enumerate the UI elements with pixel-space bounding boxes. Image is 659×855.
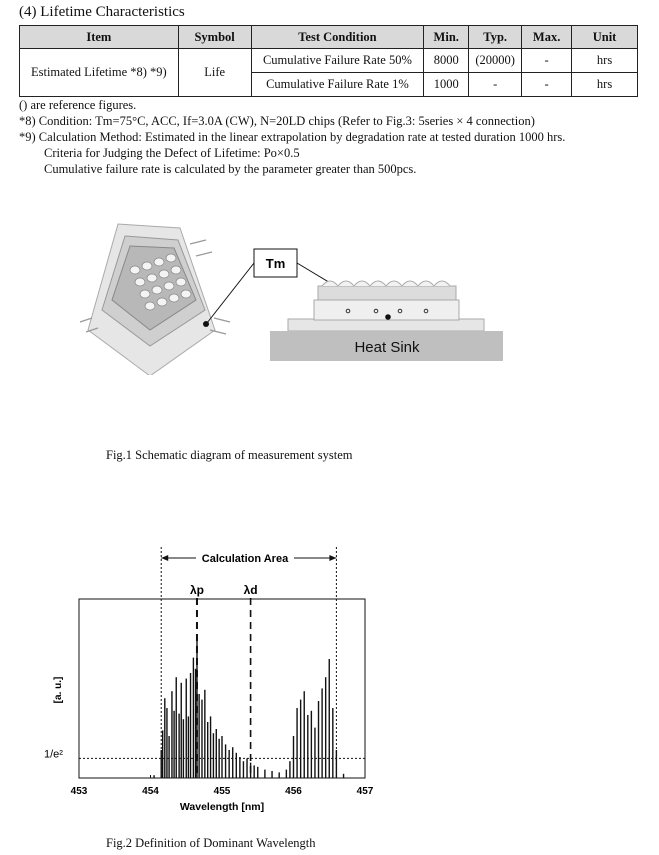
cell-unit: hrs — [572, 73, 638, 97]
header-unit: Unit — [572, 26, 638, 49]
calc-area-label: Calculation Area — [201, 553, 289, 565]
note-cumulative: Cumulative failure rate is calculated by the parameter greater than 500pcs. — [44, 162, 417, 176]
y-axis-label: [a. u.] — [53, 676, 64, 704]
cell-max: - — [522, 49, 572, 73]
tm-label: Tm — [265, 256, 286, 271]
header-symbol: Symbol — [178, 26, 251, 49]
lambda-p-label: λp — [189, 583, 204, 597]
header-min: Min. — [424, 26, 469, 49]
cell-typ: - — [469, 73, 522, 97]
x-axis-label: Wavelength [nm] — [179, 801, 265, 813]
cell-typ: (20000) — [469, 49, 522, 73]
cell-min: 8000 — [424, 49, 469, 73]
note-reference: () are reference figures. — [19, 98, 137, 112]
lifetime-table — [19, 25, 638, 97]
table-row — [20, 49, 638, 73]
header-typ: Typ. — [469, 26, 522, 49]
module-side-view — [288, 281, 484, 331]
threshold-label: 1/e² — [44, 748, 63, 761]
heat-sink-label: Heat Sink — [354, 339, 420, 356]
note-criteria: Criteria for Judging the Defect of Lifetime: Po×0.5 — [44, 146, 300, 160]
fig2-spectrum-chart — [0, 540, 659, 830]
tm-leader-left — [207, 263, 254, 323]
cell-unit: hrs — [572, 49, 638, 73]
arrow-left-icon — [161, 555, 168, 561]
x-tick-label: 456 — [285, 786, 302, 797]
fig1-diagram — [0, 215, 659, 375]
note-9: *9) Calculation Method: Estimated in the linear extrapolation by degradation rate at tested duration 1000 hrs. — [19, 130, 566, 144]
lambda-d-label: λd — [243, 583, 258, 597]
header-test-condition: Test Condition — [251, 26, 424, 49]
fig1-caption: Fig.1 Schematic diagram of measurement system — [106, 448, 353, 462]
cell-min: 1000 — [424, 73, 469, 97]
ld-module-illustration — [80, 224, 230, 375]
x-tick-label: 457 — [356, 786, 374, 797]
note-8: *8) Condition: Tm=75°C, ACC, If=3.0A (CW), N=20LD chips (Refer to Fig.3: 5series × 4 connection) — [19, 114, 535, 128]
x-tick-label: 454 — [142, 786, 159, 797]
header-item: Item — [20, 26, 179, 49]
cell-max: - — [522, 73, 572, 97]
cell-symbol: Life — [178, 49, 251, 97]
fig2-caption: Fig.2 Definition of Dominant Wavelength — [106, 836, 316, 850]
cell-item: Estimated Lifetime *8) *9) — [20, 49, 179, 97]
table-header-row — [20, 26, 638, 49]
cell-condition: Cumulative Failure Rate 1% — [251, 73, 424, 97]
arrow-right-icon — [329, 555, 336, 561]
x-tick-label: 455 — [213, 786, 231, 797]
header-max: Max. — [522, 26, 572, 49]
x-tick-label: 453 — [70, 786, 88, 797]
section-title: (4) Lifetime Characteristics — [19, 4, 185, 20]
cell-condition: Cumulative Failure Rate 50% — [251, 49, 424, 73]
